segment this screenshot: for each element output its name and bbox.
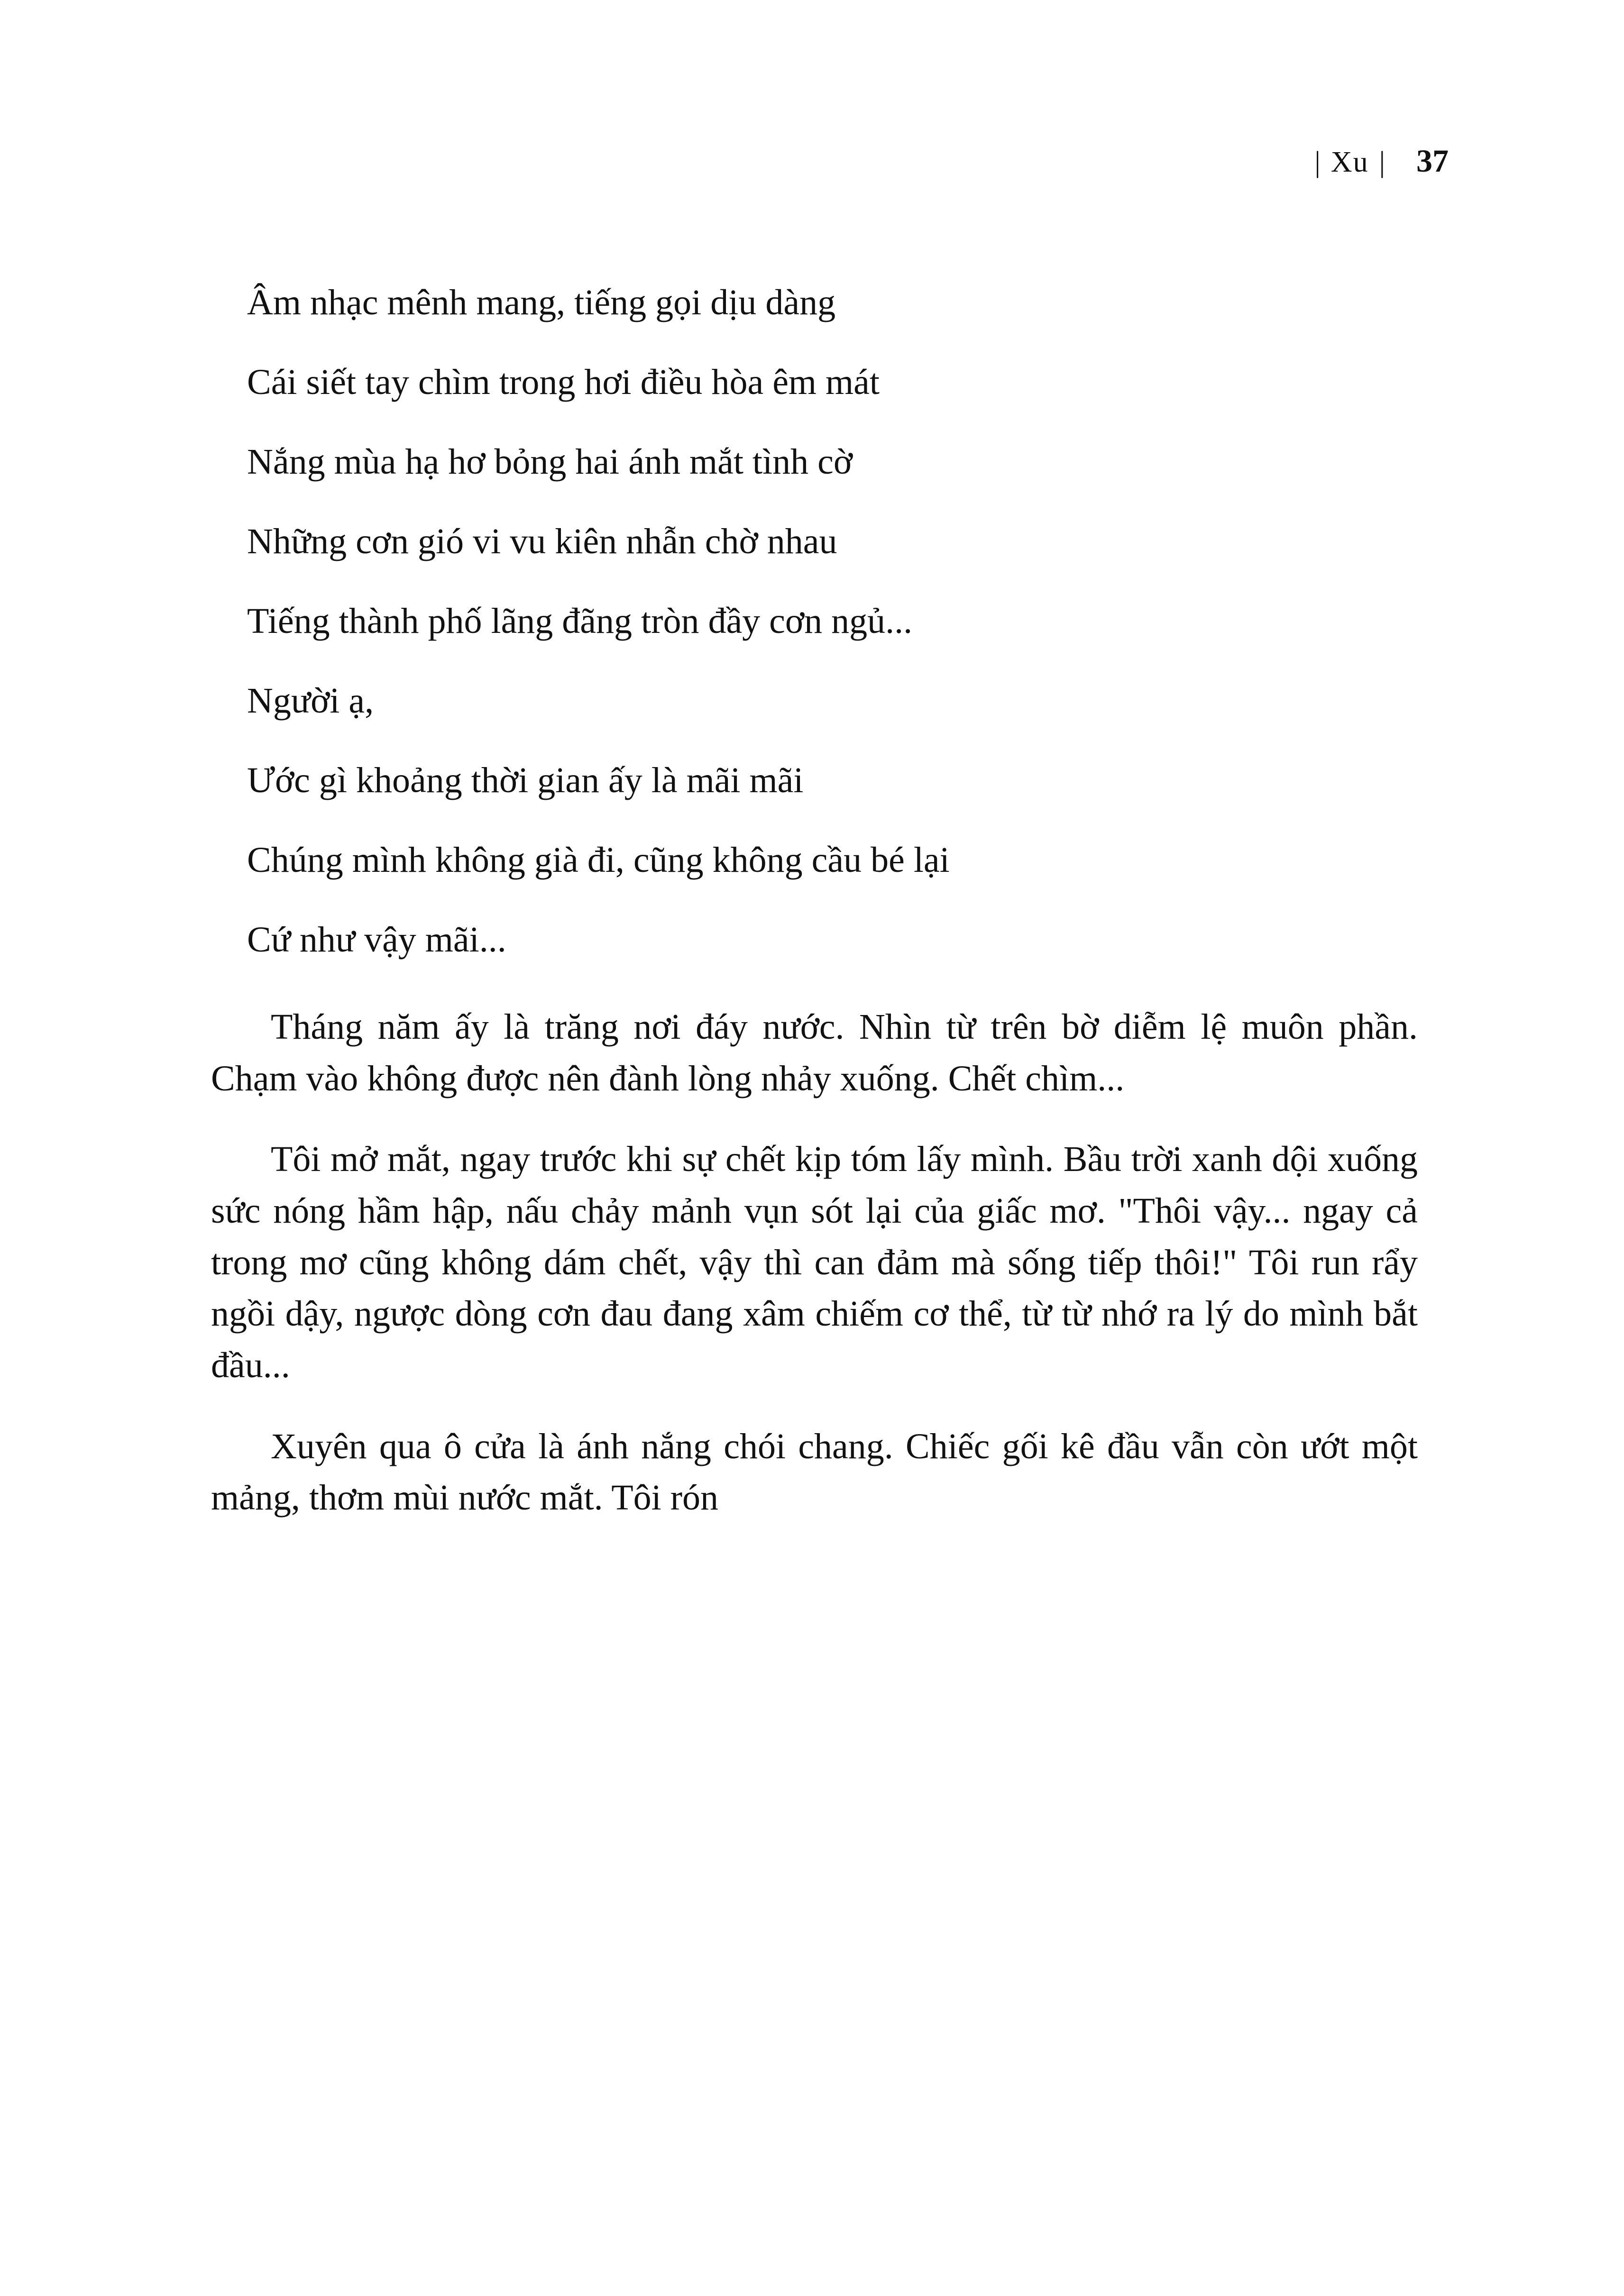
poem-line: Tiếng thành phố lãng đãng tròn đầy cơn ngủ... [247, 601, 913, 641]
page-number: 37 [1416, 143, 1449, 179]
page-body [211, 284, 1418, 1553]
poem-line: Ước gì khoảng thời gian ấy là mãi mãi [247, 760, 804, 800]
poem-block [211, 284, 1418, 958]
running-head-right-rule: | [1379, 146, 1385, 178]
running-head [1314, 142, 1449, 180]
poem-line: Cái siết tay chìm trong hơi điều hòa êm mát [247, 362, 880, 402]
poem-line: Âm nhạc mênh mang, tiếng gọi dịu dàng [247, 283, 836, 322]
poem-line: Người ạ, [247, 681, 374, 721]
poem-line: Những cơn gió vi vu kiên nhẫn chờ nhau [247, 521, 837, 561]
poem-line: Cứ như vậy mãi... [247, 920, 506, 960]
body-paragraph: Tôi mở mắt, ngay trước khi sự chết kịp tóm lấy mình. Bầu trời xanh dội xuống sức nóng hầm hập, nấu chảy mảnh vụn sót lại của giấc mơ. "Thôi vậy... ngay cả trong mơ cũng không dám chết, vậy thì can đảm mà sống tiếp thôi!" Tôi run rẩy ngồi dậy, ngược dòng cơn đau đang xâm chiếm cơ thể, từ từ nhớ ra lý do mình bắt đầu... [211, 1139, 1418, 1386]
poem-line: Chúng mình không già đi, cũng không cầu bé lại [247, 840, 950, 880]
poem-line: Nắng mùa hạ hơ bỏng hai ánh mắt tình cờ [247, 442, 853, 482]
running-head-book-title: Xu [1330, 146, 1369, 178]
body-paragraph: Tháng năm ấy là trăng nơi đáy nước. Nhìn từ trên bờ diễm lệ muôn phần. Chạm vào không được nên đành lòng nhảy xuống. Chết chìm... [211, 1007, 1418, 1098]
body-paragraph: Xuyên qua ô cửa là ánh nắng chói chang. Chiếc gối kê đầu vẫn còn ướt một mảng, thơm mùi nước mắt. Tôi rón [211, 1426, 1418, 1518]
running-head-left-rule: | [1314, 146, 1321, 178]
